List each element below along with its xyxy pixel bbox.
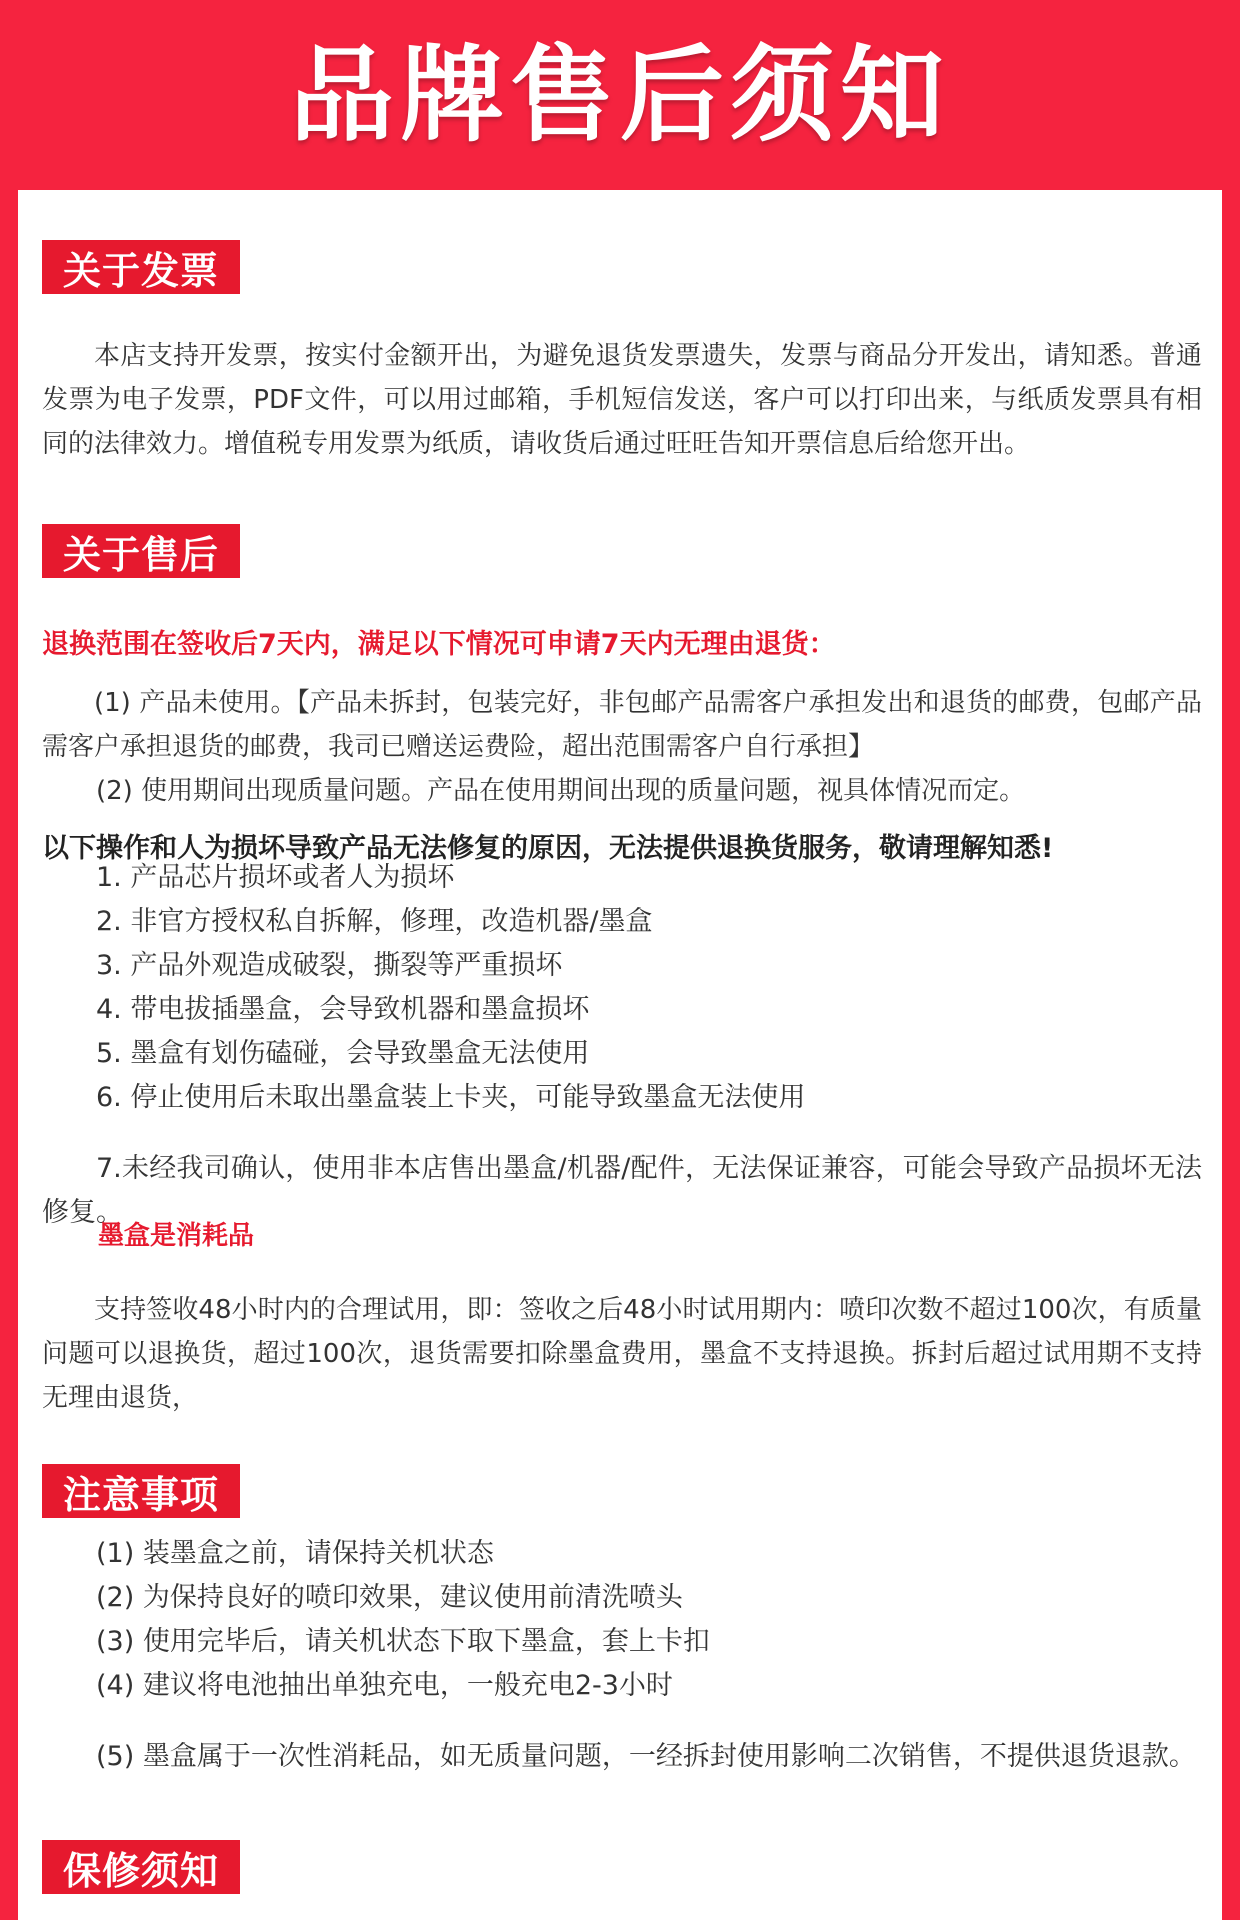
notes-item-5: (5) 墨盒属于一次性消耗品，如无质量问题，一经拆封使用影响二次销售，不提供退货退款。 [96, 1741, 1196, 1772]
section-tag-invoice: 关于发票 [42, 240, 240, 294]
list-item: (2) 为保持良好的喷印效果，建议使用前清洗喷头 [96, 1582, 683, 1613]
notes-list [42, 1532, 1202, 1708]
list-item: (1) 装墨盒之前，请保持关机状态 [96, 1538, 494, 1569]
invoice-body: 本店支持开发票，按实付金额开出，为避免退货发票遗失，发票与商品分开发出，请知悉。普通发票为电子发票，PDF文件，可以用过邮箱，手机短信发送，客户可以打印出来，与纸质发票具有相同的法律效力。增值税专用发票为纸质，请收货后通过旺旺告知开票信息后给您开出。 [42, 341, 1202, 459]
section-tag-after-sales: 关于售后 [42, 524, 240, 578]
list-item: 1. 产品芯片损坏或者人为损坏 [96, 862, 455, 893]
list-item: 2. 非官方授权私自拆解，修理，改造机器/墨盒 [96, 906, 653, 937]
condition-quality: (2) 使用期间出现质量问题。产品在使用期间出现的质量问题，视具体情况而定。 [96, 776, 1026, 806]
damage-list [42, 856, 1202, 1120]
consumable-title: 墨盒是消耗品 [98, 1221, 255, 1251]
list-item: 6. 停止使用后未取出墨盒装上卡夹，可能导致墨盒无法使用 [96, 1082, 806, 1113]
list-item: 4. 带电拔插墨盒，会导致机器和墨盒损坏 [96, 994, 590, 1025]
list-item: (3) 使用完毕后，请关机状态下取下墨盒，套上卡扣 [96, 1626, 710, 1657]
no-return-notice: 以下操作和人为损坏导致产品无法修复的原因，无法提供退换货服务，敬请理解知悉! [42, 833, 1054, 864]
list-item: 3. 产品外观造成破裂，撕裂等严重损坏 [96, 950, 563, 981]
section-tag-notes: 注意事项 [42, 1464, 240, 1518]
page-title: 品牌售后须知 [289, 34, 950, 156]
consumable-body: 支持签收48小时内的合理试用，即：签收之后48小时试用期内：喷印次数不超过100次，有质量问题可以退换货，超过100次，退货需要扣除墨盒费用，墨盒不支持退换。拆封后超过试用期不支持无理由退货， [42, 1295, 1202, 1413]
list-item-7: 7.未经我司确认，使用非本店售出墨盒/机器/配件，无法保证兼容，可能会导致产品损坏无法修复。 [42, 1153, 1202, 1228]
list-item: 5. 墨盒有划伤磕碰，会导致墨盒无法使用 [96, 1038, 590, 1069]
section-tag-warranty: 保修须知 [42, 1840, 240, 1894]
condition-unused: (1) 产品未使用。【产品未拆封，包装完好，非包邮产品需客户承担发出和退货的邮费，包邮产品需客户承担退货的邮费，我司已赠送运费险，超出范围需客户自行承担】 [42, 688, 1202, 762]
page-header [0, 0, 1240, 190]
list-item: (4) 建议将电池抽出单独充电，一般充电2-3小时 [96, 1670, 673, 1701]
content-panel [18, 190, 1222, 1920]
return-scope: 退换范围在签收后7天内，满足以下情况可申请7天内无理由退货： [42, 629, 836, 660]
